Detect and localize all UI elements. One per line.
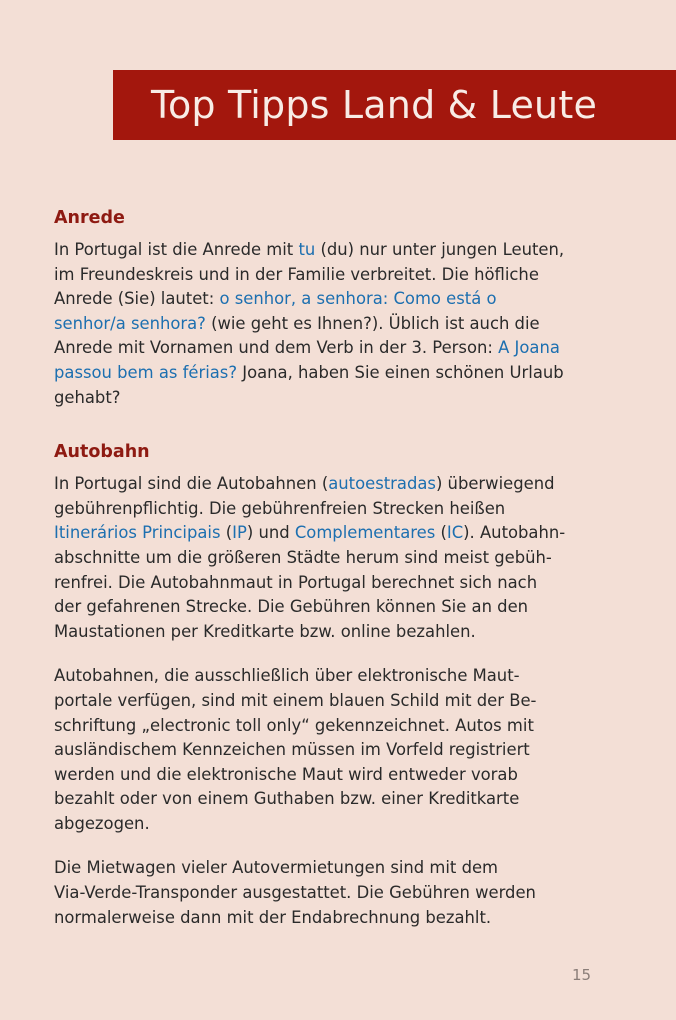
title-banner xyxy=(113,70,676,140)
text-line xyxy=(54,546,614,571)
text-line xyxy=(54,664,614,689)
text-run: renfrei. Die Autobahnmaut in Portugal berechnet sich nach xyxy=(54,572,538,592)
text-run: der gefahrenen Strecke. Die Gebühren können Sie an den xyxy=(54,597,529,617)
text-line xyxy=(54,497,614,522)
text-line xyxy=(54,812,614,837)
body-paragraph xyxy=(54,238,614,410)
text-run: schriftung „electronic toll only“ gekennzeichnet. Autos mit xyxy=(54,715,534,735)
text-line xyxy=(54,763,614,788)
text-run: abschnitte um die größeren Städte herum sind meist gebüh- xyxy=(54,547,552,567)
page-number: 15 xyxy=(572,966,592,984)
text-line xyxy=(54,906,614,931)
body-paragraph xyxy=(54,664,614,836)
text-run: im Freundeskreis und in der Familie verbreitet. Die höfliche xyxy=(54,264,539,284)
text-line xyxy=(54,787,614,812)
text-line xyxy=(54,881,614,906)
text-line xyxy=(54,312,614,337)
text-run: (wie geht es Ihnen?). Üblich ist auch die xyxy=(205,313,540,333)
portuguese-term: IP xyxy=(232,523,247,543)
text-run: gebührenpflichtig. Die gebührenfreien Strecken heißen xyxy=(54,498,506,518)
section-heading: Anrede xyxy=(54,208,125,228)
text-line xyxy=(54,689,614,714)
text-line xyxy=(54,361,614,386)
text-line xyxy=(54,521,614,546)
text-run: Joana, haben Sie einen schönen Urlaub xyxy=(237,362,564,382)
text-run: Autobahnen, die ausschließlich über elektronische Maut- xyxy=(54,666,520,686)
portuguese-term: tu xyxy=(298,240,316,259)
portuguese-term: passou bem as férias? xyxy=(54,362,238,382)
paragraph-spacer xyxy=(54,644,614,664)
text-run: ausländischem Kennzeichen müssen im Vorfeld registriert xyxy=(54,740,530,760)
text-run: ) überwiegend xyxy=(435,474,555,494)
text-run: ( xyxy=(220,523,233,543)
body-paragraph xyxy=(54,856,614,930)
text-run: abgezogen. xyxy=(54,813,150,833)
portuguese-term: Itinerários Principais xyxy=(54,523,221,543)
portuguese-term: autoestradas xyxy=(328,474,436,494)
main-content xyxy=(54,206,614,930)
text-line xyxy=(54,738,614,763)
text-line xyxy=(54,238,614,263)
text-line xyxy=(54,571,614,596)
text-line xyxy=(54,714,614,739)
text-line xyxy=(54,263,614,288)
portuguese-term: Complementares xyxy=(294,523,436,543)
text-run: Maustationen per Kreditkarte bzw. online bezahlen. xyxy=(54,621,476,641)
portuguese-term: o senhor, a senhora: Como está o xyxy=(219,289,497,309)
text-run: bezahlt oder von einem Guthaben bzw. einer Kreditkarte xyxy=(54,789,520,809)
text-run: (du) nur unter jungen Leuten, xyxy=(315,240,565,259)
portuguese-term: senhor/a senhora? xyxy=(54,313,206,333)
text-run: werden und die elektronische Maut wird entweder vorab xyxy=(54,764,518,784)
text-line xyxy=(54,620,614,645)
text-run: Via-Verde-Transponder ausgestattet. Die Gebühren werden xyxy=(54,883,536,903)
text-line xyxy=(54,856,614,881)
page-title: Top Tipps Land & Leute xyxy=(151,83,598,127)
portuguese-term: A Joana xyxy=(498,338,560,358)
body-paragraph xyxy=(54,472,614,644)
text-line xyxy=(54,386,614,411)
text-run: Die Mietwagen vieler Autovermietungen sind mit dem xyxy=(54,858,499,878)
section-heading: Autobahn xyxy=(54,442,150,463)
section-spacer xyxy=(54,410,614,440)
text-line xyxy=(54,472,614,497)
text-line xyxy=(54,336,614,361)
text-run: ( xyxy=(435,523,447,543)
portuguese-term: IC xyxy=(446,523,464,543)
text-run: portale verfügen, sind mit einem blauen Schild mit der Be- xyxy=(54,690,537,710)
text-run: In Portugal sind die Autobahnen ( xyxy=(54,474,329,494)
text-run: In Portugal ist die Anrede mit xyxy=(54,240,299,259)
text-run: ). Autobahn- xyxy=(463,523,566,543)
text-run: normalerweise dann mit der Endabrechnung bezahlt. xyxy=(54,907,492,927)
paragraph-spacer xyxy=(54,836,614,856)
text-run: Anrede mit Vornamen und dem Verb in der 3. Person: xyxy=(54,338,499,358)
text-run: ) und xyxy=(246,523,295,543)
text-line xyxy=(54,595,614,620)
text-line xyxy=(54,287,614,312)
text-run: gehabt? xyxy=(54,387,121,407)
text-run: Anrede (Sie) lautet: xyxy=(54,289,220,309)
